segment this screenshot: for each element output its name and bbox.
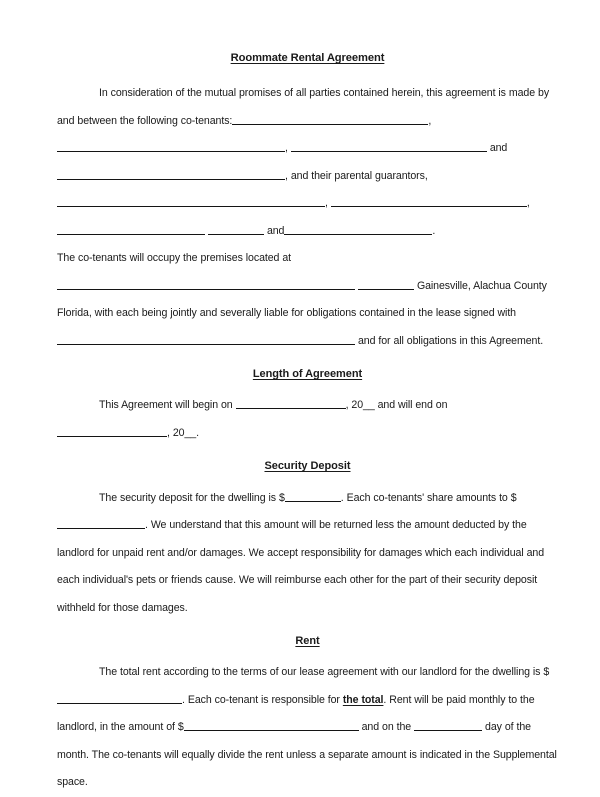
deposit-text-3: . We understand that this amount will be returned less the amount deducted by the landlord for unpaid rent and/or damages. We accept responsibility for damages which each individual and each individual's pets or friends cause. We will reimburse each other for the part of their security deposit withheld for those damages. bbox=[57, 519, 545, 614]
section-heading-length-of-agreement-text: Length of Agreement bbox=[252, 368, 363, 381]
premises-text-2: Gainesville, Alachua County Florida, with each being jointly and severally liable for obligations contained in the lease signed with bbox=[57, 279, 547, 320]
blank-cotenant-3[interactable] bbox=[291, 142, 487, 153]
length-of-agreement-paragraph bbox=[57, 392, 558, 447]
blank-cotenant-2[interactable] bbox=[57, 142, 285, 153]
blank-monthly-amount[interactable] bbox=[184, 720, 359, 731]
blank-due-day[interactable] bbox=[414, 720, 482, 731]
intro-comma-1: , bbox=[428, 114, 432, 127]
premises-paragraph bbox=[57, 245, 558, 355]
intro-comma-4: , bbox=[526, 197, 530, 210]
length-text-2: , 20__ and will end on bbox=[345, 399, 448, 412]
length-text-3: , 20__. bbox=[167, 426, 199, 439]
section-heading-rent-text: Rent bbox=[295, 635, 320, 647]
blank-premises-address[interactable] bbox=[57, 279, 355, 290]
blank-deposit-amount[interactable] bbox=[285, 491, 341, 502]
blank-deposit-share[interactable] bbox=[57, 518, 145, 529]
blank-guarantor-4[interactable] bbox=[208, 224, 264, 235]
premises-text-3: and for all obligations in this Agreement. bbox=[357, 334, 544, 347]
rent-paragraph bbox=[57, 659, 558, 797]
intro-and-1: and bbox=[489, 142, 508, 155]
section-heading-security-deposit bbox=[57, 460, 558, 472]
intro-and-2: and bbox=[266, 224, 285, 237]
rent-text-4: and on the bbox=[361, 721, 412, 734]
blank-end-date[interactable] bbox=[57, 426, 167, 437]
page-title bbox=[57, 52, 558, 64]
page-title-text: Roommate Rental Agreement bbox=[230, 52, 385, 64]
blank-guarantor-2[interactable] bbox=[331, 197, 527, 208]
deposit-text-2: . Each co-tenants' share amounts to $ bbox=[340, 491, 517, 504]
security-deposit-paragraph bbox=[57, 485, 558, 623]
section-heading-rent bbox=[57, 635, 558, 647]
rent-text-5: day of the month. The co-tenants will equally divide the rent unless a separate amount is indicated in the Supplemental space. bbox=[57, 721, 557, 789]
rent-text-1: The total rent according to the terms of our lease agreement with our landlord for the dwelling is $ bbox=[99, 666, 550, 679]
rent-emphasis-the-total: the total bbox=[342, 693, 384, 706]
blank-guarantor-1[interactable] bbox=[57, 197, 325, 208]
intro-period: . bbox=[432, 224, 436, 237]
blank-lease-signer[interactable] bbox=[57, 334, 355, 345]
intro-paragraph bbox=[57, 80, 558, 245]
deposit-text-1: The security deposit for the dwelling is $ bbox=[99, 491, 285, 504]
rent-text-2: . Each co-tenant is responsible for bbox=[182, 693, 340, 706]
blank-guarantor-3[interactable] bbox=[57, 224, 205, 235]
rent-text-3: . Rent will be paid monthly to the landlord, in the amount of $ bbox=[57, 693, 535, 734]
section-heading-security-deposit-text: Security Deposit bbox=[264, 460, 351, 473]
intro-text-1: In consideration of the mutual promises of all parties contained herein, this agreement is made by and between the following co-tenants: bbox=[57, 87, 550, 127]
intro-comma-2: , bbox=[285, 142, 288, 155]
blank-cotenant-1[interactable] bbox=[232, 114, 428, 125]
blank-cotenant-4[interactable] bbox=[57, 169, 285, 180]
premises-text-1: The co-tenants will occupy the premises located at bbox=[57, 252, 291, 265]
intro-guarantors-text: , and their parental guarantors, bbox=[285, 169, 428, 182]
intro-comma-3: , bbox=[325, 197, 328, 210]
blank-begin-date[interactable] bbox=[236, 399, 346, 410]
section-heading-length-of-agreement bbox=[57, 368, 558, 380]
blank-total-rent[interactable] bbox=[57, 693, 182, 704]
blank-guarantor-5[interactable] bbox=[284, 224, 432, 235]
length-text-1: This Agreement will begin on bbox=[99, 399, 233, 412]
blank-premises-zip[interactable] bbox=[358, 279, 414, 290]
